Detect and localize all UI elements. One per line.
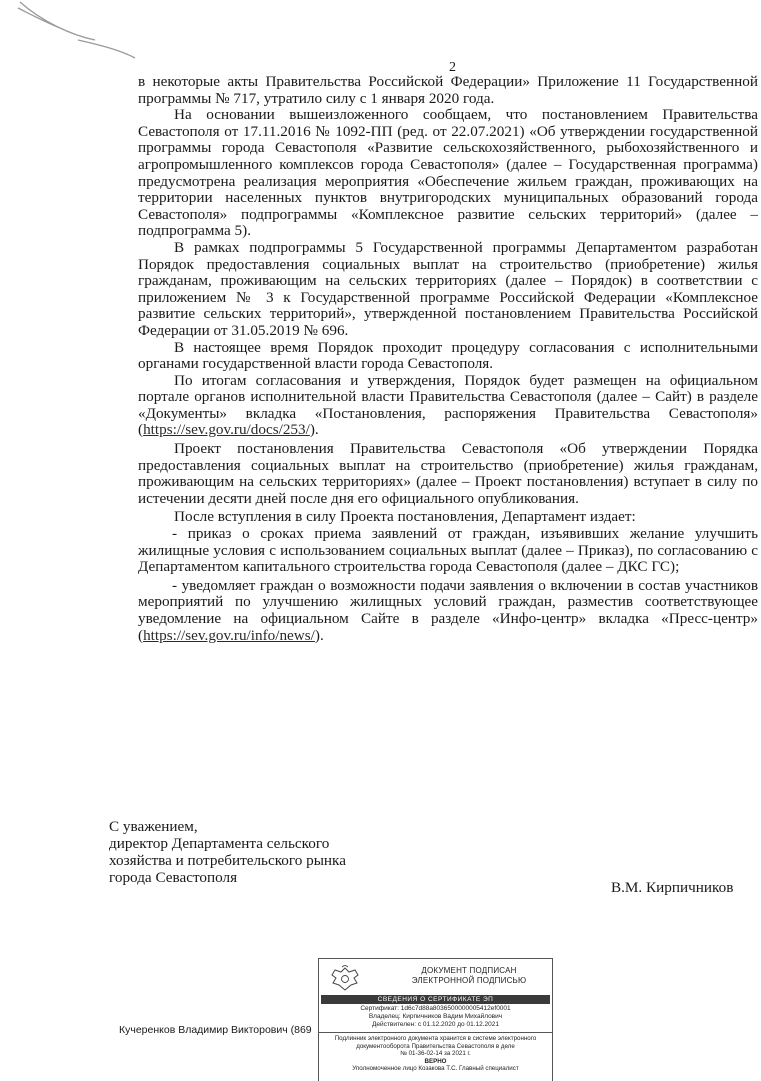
paragraph-7: После вступления в силу Проекта постановления, Департамент издает: (174, 508, 636, 526)
signature-block (109, 818, 409, 886)
news-link-close: ). (314, 626, 324, 644)
pen-scribble-mark (0, 0, 200, 70)
docs-link-close: ). (309, 421, 319, 439)
letter-body (138, 74, 758, 644)
authorized-person: Уполномоченное лицо Козакова Т.С. Главный специалист (352, 1065, 519, 1073)
certificate-validity: Действителен: с 01.12.2020 до 01.12.2021 (371, 1021, 499, 1028)
greeting: С уважением, (109, 818, 198, 835)
paragraph-6: Проект постановления Правительства Севастополя «Об утверждении Порядка предоставления социальных выплат на строительство (приобретение) жилья гражданам, проживающим на сельских территориях» (далее – Проект постановления) вступает в силу по истечении десяти дней после дня его официального опубликования. (138, 440, 758, 507)
certificate-details (321, 1005, 550, 1029)
electronic-signature-stamp (318, 958, 553, 1081)
stamp-title: ДОКУМЕНТ ПОДПИСАН ЭЛЕКТРОННОЙ ПОДПИСЬЮ (411, 966, 527, 985)
signer-position-line-2: хозяйства и потребительского рынка (109, 852, 346, 869)
executor-line: Кучеренков Владимир Викторович (869 (119, 1024, 312, 1036)
paragraph-2: На основании вышеизложенного сообщаем, что постановлением Правительства Севастополя от 17.11.2016 № 1092-ПП (ред. от 22.07.2021) «Об утверждении государственной программы города Севастополя «Развитие сельскохозяйственного, рыбохозяйственного и агропромышленного комплексов города Севастополя» (далее – Государственная программа) предусмотрена реализация мероприятия «Обеспечение жильем граждан, проживающих на территории населенных пунктов внутригородских муниципальных образований города Севастополя» подпрограммы «Комплексное развитие сельских территорий» (далее – подпрограмма 5). (138, 106, 758, 240)
paragraph-5 (138, 373, 758, 439)
page-number: 2 (449, 60, 456, 75)
paragraph-8: - приказ о сроках приема заявлений от граждан, изъявивших желание улучшить жилищные условия с использованием социальных выплат (далее – Приказ), по согласованию с Департаментом капитального строительства города Севастополя (далее – ДКС ГС); (138, 525, 758, 576)
verno-label: ВЕРНО (424, 1057, 447, 1065)
paragraph-4: В настоящее время Порядок проходит процедуру согласования с исполнительными органами государственной власти города Севастополя. (138, 338, 758, 373)
certificate-number: Сертификат: 1d6c7d88a8036500000005412ef0001 (360, 1005, 511, 1012)
original-storage-note: Подлинник электронного документа хранится в системе электронного документооборота Правительства Севастополя в деле № 01-36-02-14 за 2021 г. ВЕРНО Уполномоченное лицо Козакова Т.С. Главный специалист (321, 1035, 550, 1073)
paragraph-9-text: - уведомляет граждан о возможности подачи заявления о включении в состав участников мероприятий по улучшению жилищных условий граждан, разместив соответствующее уведомление на официальном Сайте в разделе «Инфо-центр» вкладка «Пресс-центр» ( (138, 576, 758, 644)
signer-position-line-3: города Севастополя (109, 869, 238, 886)
coat-of-arms-emblem (325, 965, 365, 993)
paragraph-1: в некоторые акты Правительства Российской Федерации» Приложение 11 Государственной программы № 717, утратило силу с 1 января 2020 года. (138, 73, 758, 107)
certificate-owner: Владелец: Кирпичников Вадим Михайлович (368, 1013, 503, 1020)
signer-position-line-1: директор Департамента сельского (109, 835, 330, 852)
paragraph-3: В рамках подпрограммы 5 Государственной программы Департаментом разработан Порядок предоставления социальных выплат на строительство (приобретение) жилья гражданам, проживающим на сельских территориях (далее – Порядок) в соответствии с приложением № 3 к Государственной программе Российской Федерации «Комплексное развитие сельских территорий», утвержденной постановлением Правительства Российской Федерации от 31.05.2019 № 696. (138, 238, 758, 339)
paragraph-5-text: По итогам согласования и утверждения, Порядок будет размещен на официальном портале органов исполнительной власти Правительства Севастополя (далее – Сайт) в разделе «Документы» вкладка «Постановления, распоряжения Правительства Севастополя» ( (138, 371, 758, 439)
stamp-divider (319, 1032, 552, 1033)
signer-name: В.М. Кирпичников (611, 879, 734, 896)
docs-link[interactable]: https://sev.gov.ru/docs/253/ (143, 421, 310, 439)
paragraph-9 (138, 578, 758, 644)
news-link[interactable]: https://sev.gov.ru/info/news/ (143, 626, 315, 644)
certificate-info-band: СВЕДЕНИЯ О СЕРТИФИКАТЕ ЭП (321, 995, 550, 1004)
